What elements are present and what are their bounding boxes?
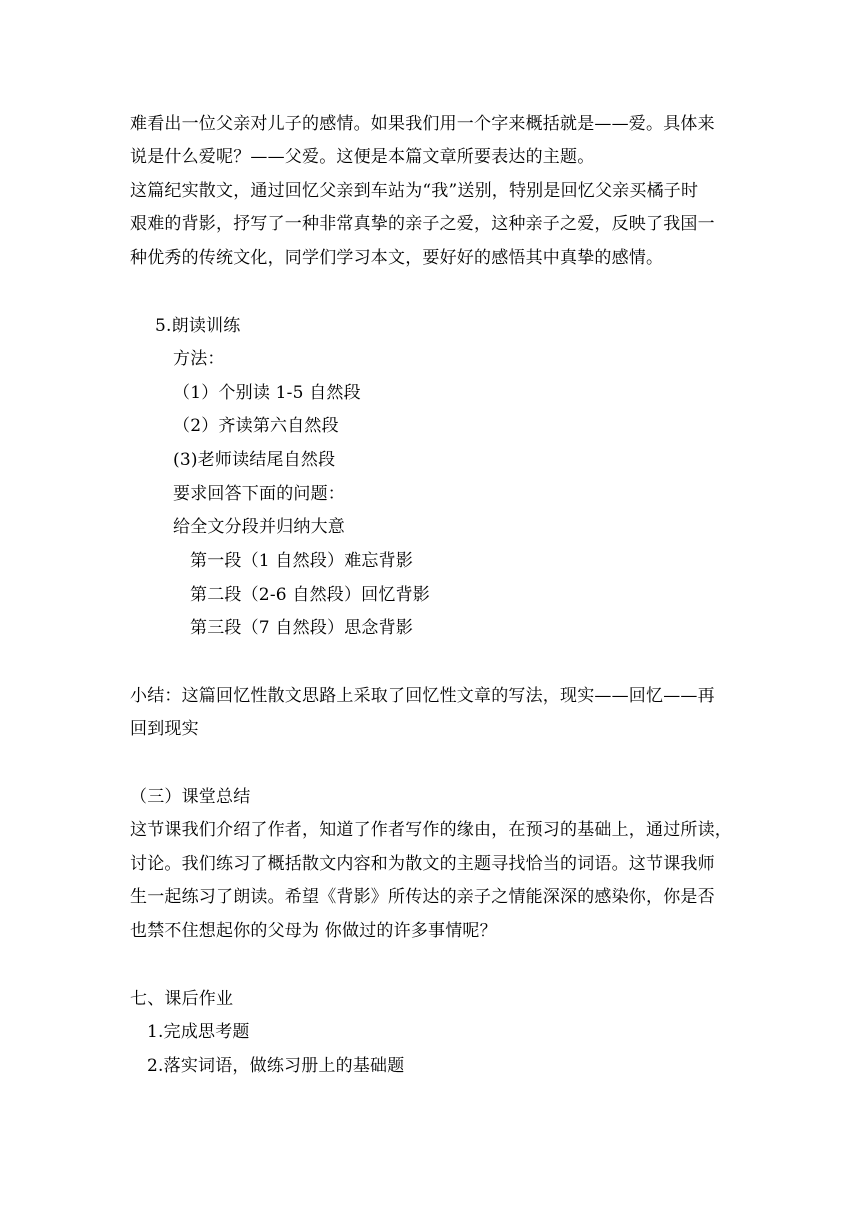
section-item-1: 第一段（1 自然段）难忘背影 <box>190 551 414 571</box>
intro-line-2: 说是什么爱呢？——父爱。这便是本篇文章所要表达的主题。 <box>130 147 595 167</box>
class-summary-line-1: 这节课我们介绍了作者，知道了作者写作的缘由，在预习的基础上，通过所读， <box>130 820 732 840</box>
class-summary-line-2: 讨论。我们练习了概括散文内容和为散文的主题寻找恰当的词语。这节课我师 <box>130 854 715 874</box>
class-summary-heading: （三）课堂总结 <box>130 787 251 807</box>
reading-step-3: (3)老师读结尾自然段 <box>173 450 336 470</box>
reading-method: 方法： <box>173 349 225 369</box>
summary-line-1: 小结：这篇回忆性散文思路上采取了回忆性文章的写法，现实——回忆——再 <box>130 686 715 706</box>
reading-requirement: 要求回答下面的问题： <box>173 484 345 504</box>
section-item-3: 第三段（7 自然段）思念背影 <box>190 618 414 638</box>
summary-line-2: 回到现实 <box>130 719 199 739</box>
intro-line-1: 难看出一位父亲对儿子的感情。如果我们用一个字来概括就是——爱。具体来 <box>130 114 715 134</box>
class-summary-line-4: 也禁不住想起你的父母为 你做过的许多事情呢？ <box>130 921 497 941</box>
reading-heading: 5.朗读训练 <box>155 316 241 336</box>
homework-heading: 七、课后作业 <box>130 989 234 1009</box>
class-summary-line-3: 生一起练习了朗读。希望《背影》所传达的亲子之情能深深的感染你，你是否 <box>130 887 715 907</box>
intro-line-5: 种优秀的传统文化，同学们学习本文，要好好的感悟其中真挚的感情。 <box>130 248 664 268</box>
intro-line-4: 艰难的背影，抒写了一种非常真挚的亲子之爱，这种亲子之爱，反映了我国一 <box>130 214 715 234</box>
intro-line-3: 这篇纪实散文，通过回忆父亲到车站为“我”送别，特别是回忆父亲买橘子时 <box>130 181 699 201</box>
homework-item-2: 2.落实词语，做练习册上的基础题 <box>147 1056 405 1076</box>
reading-step-2: （2）齐读第六自然段 <box>173 416 339 436</box>
reading-task: 给全文分段并归纳大意 <box>173 517 345 537</box>
section-item-2: 第二段（2-6 自然段）回忆背影 <box>190 585 430 605</box>
homework-item-1: 1.完成思考题 <box>147 1022 250 1042</box>
reading-step-1: （1）个别读 1-5 自然段 <box>173 383 361 403</box>
